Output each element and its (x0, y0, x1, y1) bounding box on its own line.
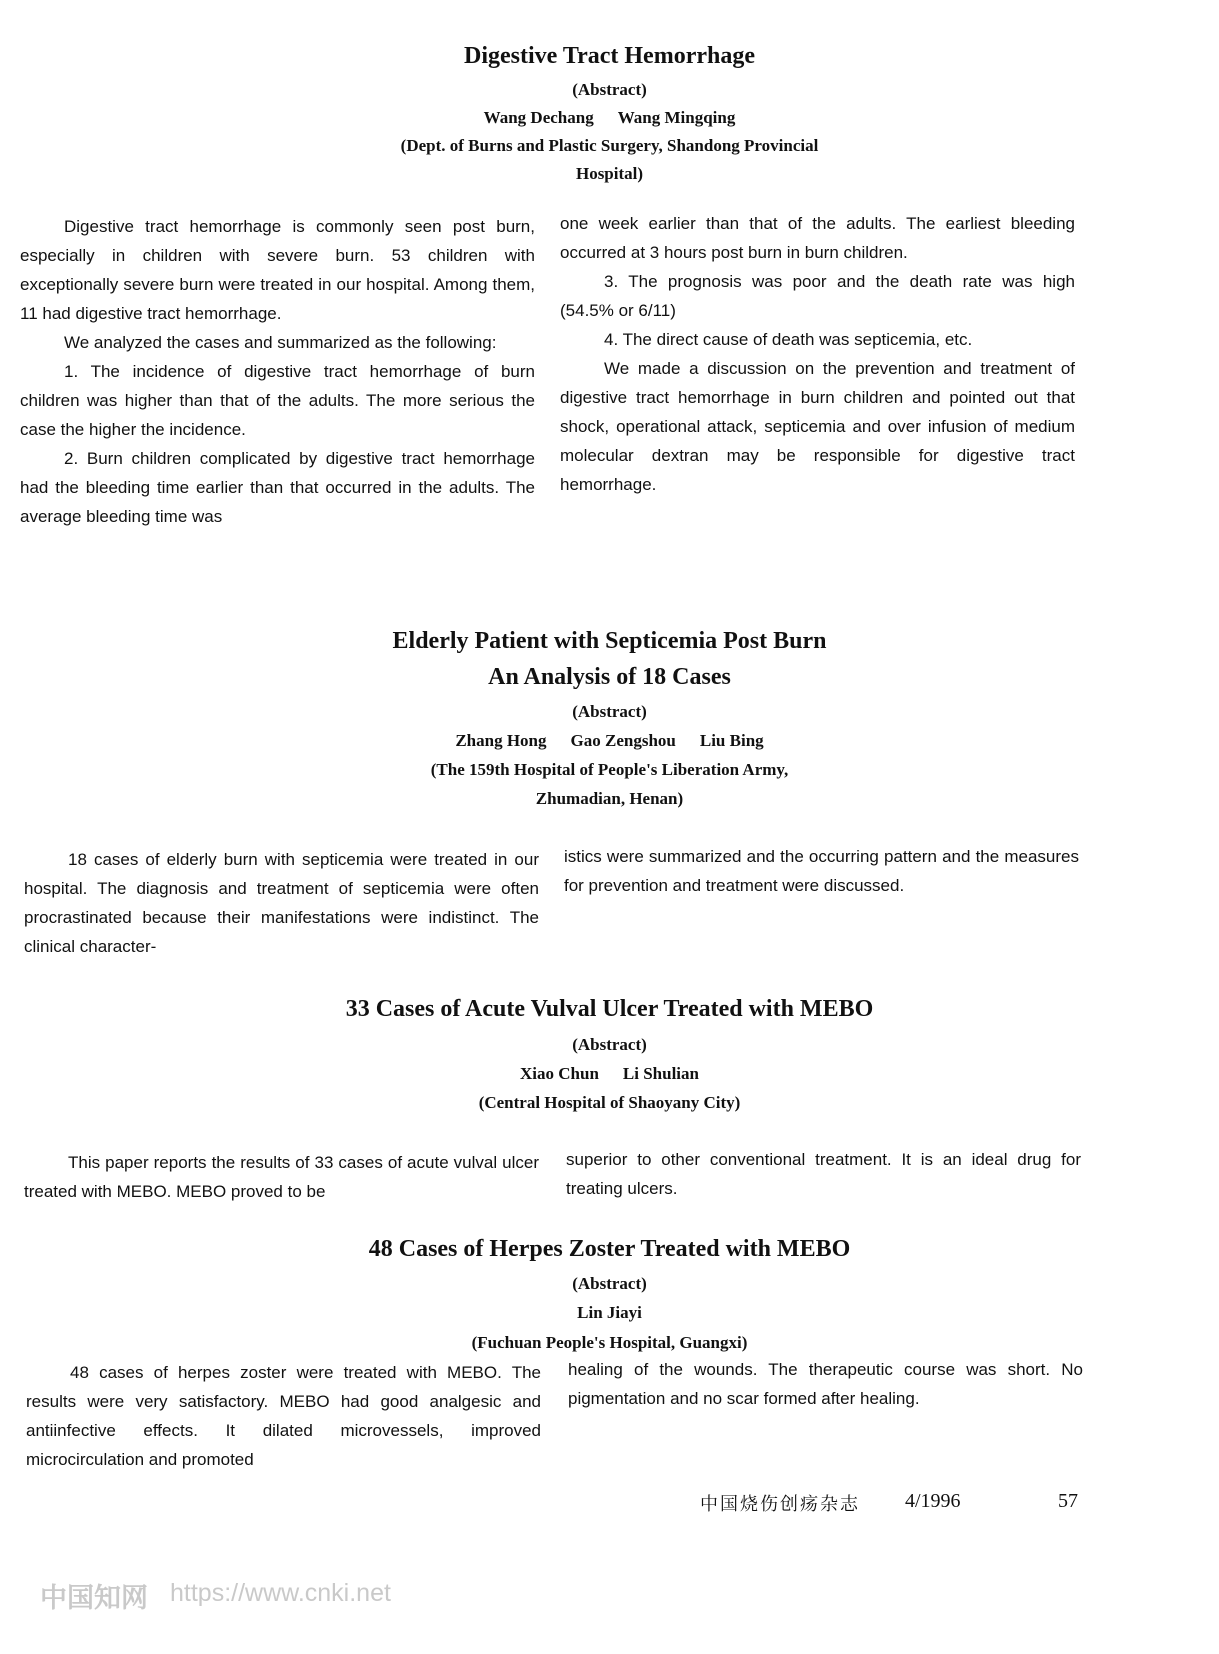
right-column (560, 209, 1075, 499)
abstract-tag: (Abstract) (572, 1035, 647, 1054)
article-title: Digestive Tract Hemorrhage (463, 43, 755, 69)
affiliation: Zhumadian, Henan) (535, 789, 684, 808)
authors (0, 1064, 1219, 1084)
paragraph: 1. The incidence of digestive tract hemorrhage of burn children was higher than that of the adults. The more serious the case the higher the incidence. (20, 362, 535, 439)
author: Gao Zengshou (570, 731, 676, 750)
left-column (24, 845, 539, 961)
abstract-tag: (Abstract) (572, 1274, 647, 1293)
page-number: 57 (1058, 1490, 1078, 1512)
paragraph: 2. Burn children complicated by digestive tract hemorrhage had the bleeding time earlier than that occurred in the adults. The average bleeding time was (20, 449, 535, 526)
right-column (568, 1355, 1083, 1413)
paragraph-continued: superior to other conventional treatment. It is an ideal drug for treating ulcers. (566, 1150, 1081, 1198)
author: Xiao Chun (520, 1064, 599, 1083)
affiliation: (Fuchuan People's Hospital, Guangxi) (471, 1333, 748, 1352)
cnki-url-watermark: https://www.cnki.net (170, 1579, 391, 1607)
issue-number: 4/1996 (905, 1490, 961, 1512)
journal-name: 中国烧伤创疡杂志 (700, 1494, 860, 1515)
paragraph: 4. The direct cause of death was septicemia, etc. (604, 330, 973, 349)
article-title: 48 Cases of Herpes Zoster Treated with MEBO (368, 1236, 851, 1262)
article-title: Elderly Patient with Septicemia Post Burn (392, 628, 827, 654)
right-column (564, 842, 1079, 900)
paragraph-continued: istics were summarized and the occurring pattern and the measures for prevention and treatment were discussed. (564, 847, 1079, 895)
paragraph-continued: healing of the wounds. The therapeutic course was short. No pigmentation and no scar formed after healing. (568, 1360, 1083, 1408)
article-subtitle: An Analysis of 18 Cases (488, 664, 731, 690)
affiliation: (Dept. of Burns and Plastic Surgery, Shandong Provincial (400, 136, 819, 155)
abstract-tag: (Abstract) (572, 702, 647, 721)
paragraph: This paper reports the results of 33 cases of acute vulval ulcer treated with MEBO. MEBO proved to be (24, 1153, 539, 1201)
paragraph: We made a discussion on the prevention and treatment of digestive tract hemorrhage in burn children and pointed out that shock, operational attack, septicemia and over infusion of medium molecular dextran may be responsible for digestive tract hemorrhage. (560, 359, 1075, 494)
paragraph: Digestive tract hemorrhage is commonly seen post burn, especially in children with severe burn. 53 children with exceptionally severe burn were treated in our hospital. Among them, 11 had digestive tract hemorrhage. (20, 217, 535, 323)
left-column (20, 212, 535, 531)
paragraph: 3. The prognosis was poor and the death rate was high (54.5% or 6/11) (560, 272, 1075, 320)
author: Li Shulian (622, 1064, 699, 1083)
author: Wang Dechang (483, 108, 594, 127)
author: Zhang Hong (455, 731, 547, 750)
left-column (24, 1148, 539, 1206)
authors (0, 108, 1219, 128)
paragraph: We analyzed the cases and summarized as the following: (64, 333, 497, 352)
authors (0, 731, 1219, 751)
affiliation: (Central Hospital of Shaoyany City) (478, 1093, 741, 1112)
abstract-tag: (Abstract) (572, 80, 647, 99)
right-column (566, 1145, 1081, 1203)
author: Lin Jiayi (577, 1303, 642, 1322)
article-title: 33 Cases of Acute Vulval Ulcer Treated with MEBO (345, 996, 874, 1022)
paragraph-continued: one week earlier than that of the adults. The earliest bleeding occurred at 3 hours post burn in burn children. (560, 214, 1075, 262)
paragraph: 48 cases of herpes zoster were treated with MEBO. The results were very satisfactory. MEBO had good analgesic and antiinfective effects. It dilated microvessels, improved microcirculation and promoted (26, 1363, 541, 1469)
authors (0, 1303, 1219, 1323)
affiliation: Hospital) (575, 164, 644, 183)
paragraph: 18 cases of elderly burn with septicemia were treated in our hospital. The diagnosis and treatment of septicemia were often procrastinated because their manifestations were indistinct. The clinical character- (24, 850, 539, 956)
affiliation: (The 159th Hospital of People's Liberation Army, (430, 760, 789, 779)
author: Wang Mingqing (617, 108, 736, 127)
author: Liu Bing (699, 731, 764, 750)
left-column (26, 1358, 541, 1474)
cnki-logo-watermark: 中国知网 (40, 1583, 148, 1614)
